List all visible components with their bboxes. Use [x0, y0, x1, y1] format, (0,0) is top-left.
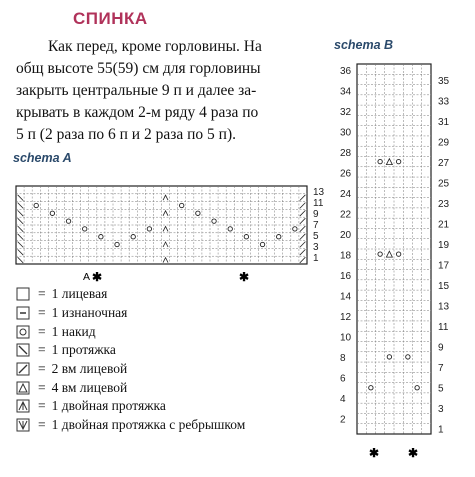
schema-b-row-label-left: 14: [340, 291, 352, 303]
yarn-over-icon: [16, 325, 30, 339]
legend-text: 4 вм лицевой: [51, 379, 128, 395]
legend-text: 1 изнаночная: [51, 305, 128, 321]
schema-b-row-label-right: 5: [438, 383, 444, 395]
schema-b-row-label-right: 21: [438, 219, 450, 231]
paragraph-line: общ высоте 55(59) см для горловины: [16, 60, 261, 77]
legend-item: = 1 лицевая: [16, 285, 245, 304]
paragraph-line: крывать в каждом 2-м ряду 4 раза по: [16, 104, 259, 121]
schema-b-row-label-right: 35: [438, 76, 450, 87]
schema-b-row-label-left: 4: [340, 394, 346, 405]
schema-a-row-label: 5: [313, 231, 319, 242]
schema-b-row-label-left: 16: [340, 271, 352, 282]
schema-a-row-label: 13: [313, 187, 325, 198]
paragraph-line: Как перед, кроме горловины. На: [48, 38, 262, 55]
legend-item: = 1 двойная протяжка с ребрышком: [16, 416, 245, 435]
schema-b-row-label-right: 29: [438, 137, 450, 149]
schema-b-row-label-left: 30: [340, 127, 352, 139]
schema-b-row-label-right: 3: [438, 404, 444, 415]
legend-item: = 1 двойная протяжка: [16, 397, 245, 416]
schema-b-row-label-left: 20: [340, 230, 352, 241]
two-together-icon: [16, 362, 30, 376]
symbol-legend: [16, 285, 245, 435]
legend-item: = 1 накид: [16, 322, 245, 341]
paragraph-line: 5 п (2 раза по 6 п и 2 раза по 5 п).: [16, 126, 236, 143]
schema-b-row-label-right: 25: [438, 178, 450, 190]
section-heading: СПИНКА: [73, 9, 148, 28]
legend-item: = 1 изнаночная: [16, 304, 245, 323]
schema-a-row-label: 3: [313, 242, 319, 253]
schema-b-row-label-left: 8: [340, 353, 346, 364]
schema-b-row-label-left: 22: [340, 209, 352, 221]
schema-b-row-label-left: 6: [340, 373, 346, 385]
schema-a-chart: [16, 186, 325, 284]
schema-b-row-label-left: 36: [340, 66, 352, 77]
paragraph-line: закрыть центральные 9 п и далее за-: [16, 82, 257, 99]
schema-b-row-label-right: 11: [438, 322, 449, 333]
schema-b-row-label-left: 32: [340, 107, 352, 118]
schema-b-row-label-left: 18: [340, 250, 352, 262]
four-together-icon: [16, 381, 30, 395]
schema-a-row-label: 7: [313, 220, 319, 231]
knit-stitch-icon: [16, 287, 30, 301]
schema-b-row-label-right: 9: [438, 342, 444, 354]
legend-item: = 1 протяжка: [16, 341, 245, 360]
schema-b-row-label-right: 19: [438, 240, 450, 251]
legend-text: 1 накид: [51, 323, 96, 339]
legend-text: 1 двойная протяжка с ребрышком: [51, 417, 246, 433]
schema-b-row-label-left: 26: [340, 168, 352, 180]
schema-b-row-label-left: 24: [340, 189, 352, 200]
legend-text: 2 вм лицевой: [51, 361, 128, 377]
schema-b-title: schema B: [334, 38, 394, 52]
schema-b-row-label-right: 13: [438, 301, 450, 313]
slip-knit-icon: [16, 343, 30, 357]
schema-a-marker-a: A: [83, 271, 91, 283]
schema-b-star-right: ✱: [408, 446, 419, 460]
purl-stitch-icon: [16, 306, 30, 320]
schema-b-row-label-right: 23: [438, 199, 450, 210]
schema-b-row-label-left: 10: [340, 332, 352, 344]
legend-text: 1 протяжка: [51, 342, 116, 358]
schema-b-row-label-right: 33: [438, 96, 450, 108]
schema-b-star-left: ✱: [369, 446, 380, 460]
schema-a-star-left: ✱: [92, 270, 103, 284]
double-slip-rib-icon: [16, 418, 30, 432]
schema-b-row-label-right: 17: [438, 260, 450, 272]
schema-b-row-label-left: 12: [340, 312, 352, 323]
schema-b-row-label-left: 34: [340, 86, 352, 98]
schema-a-row-label: 11: [313, 198, 324, 209]
legend-item: = 4 вм лицевой: [16, 378, 245, 397]
double-slip-icon: [16, 399, 30, 413]
schema-b-row-label-right: 7: [438, 363, 444, 374]
legend-text: 1 лицевая: [51, 286, 108, 302]
legend-text: 1 двойная протяжка: [51, 398, 166, 414]
legend-item: = 2 вм лицевой: [16, 360, 245, 379]
schema-b-row-label-right: 31: [438, 117, 450, 128]
schema-a-title: schema A: [13, 151, 72, 165]
schema-a-row-label: 9: [313, 209, 319, 220]
schema-b-row-label-right: 1: [438, 424, 444, 436]
schema-b-row-label-left: 2: [340, 414, 346, 426]
schema-b-row-label-right: 15: [438, 281, 450, 292]
schema-b-row-label-right: 27: [438, 158, 450, 169]
schema-a-star-right: ✱: [239, 270, 250, 284]
schema-b-chart: [340, 64, 450, 460]
schema-b-row-label-left: 28: [340, 148, 352, 159]
schema-a-row-label: 1: [313, 253, 319, 264]
